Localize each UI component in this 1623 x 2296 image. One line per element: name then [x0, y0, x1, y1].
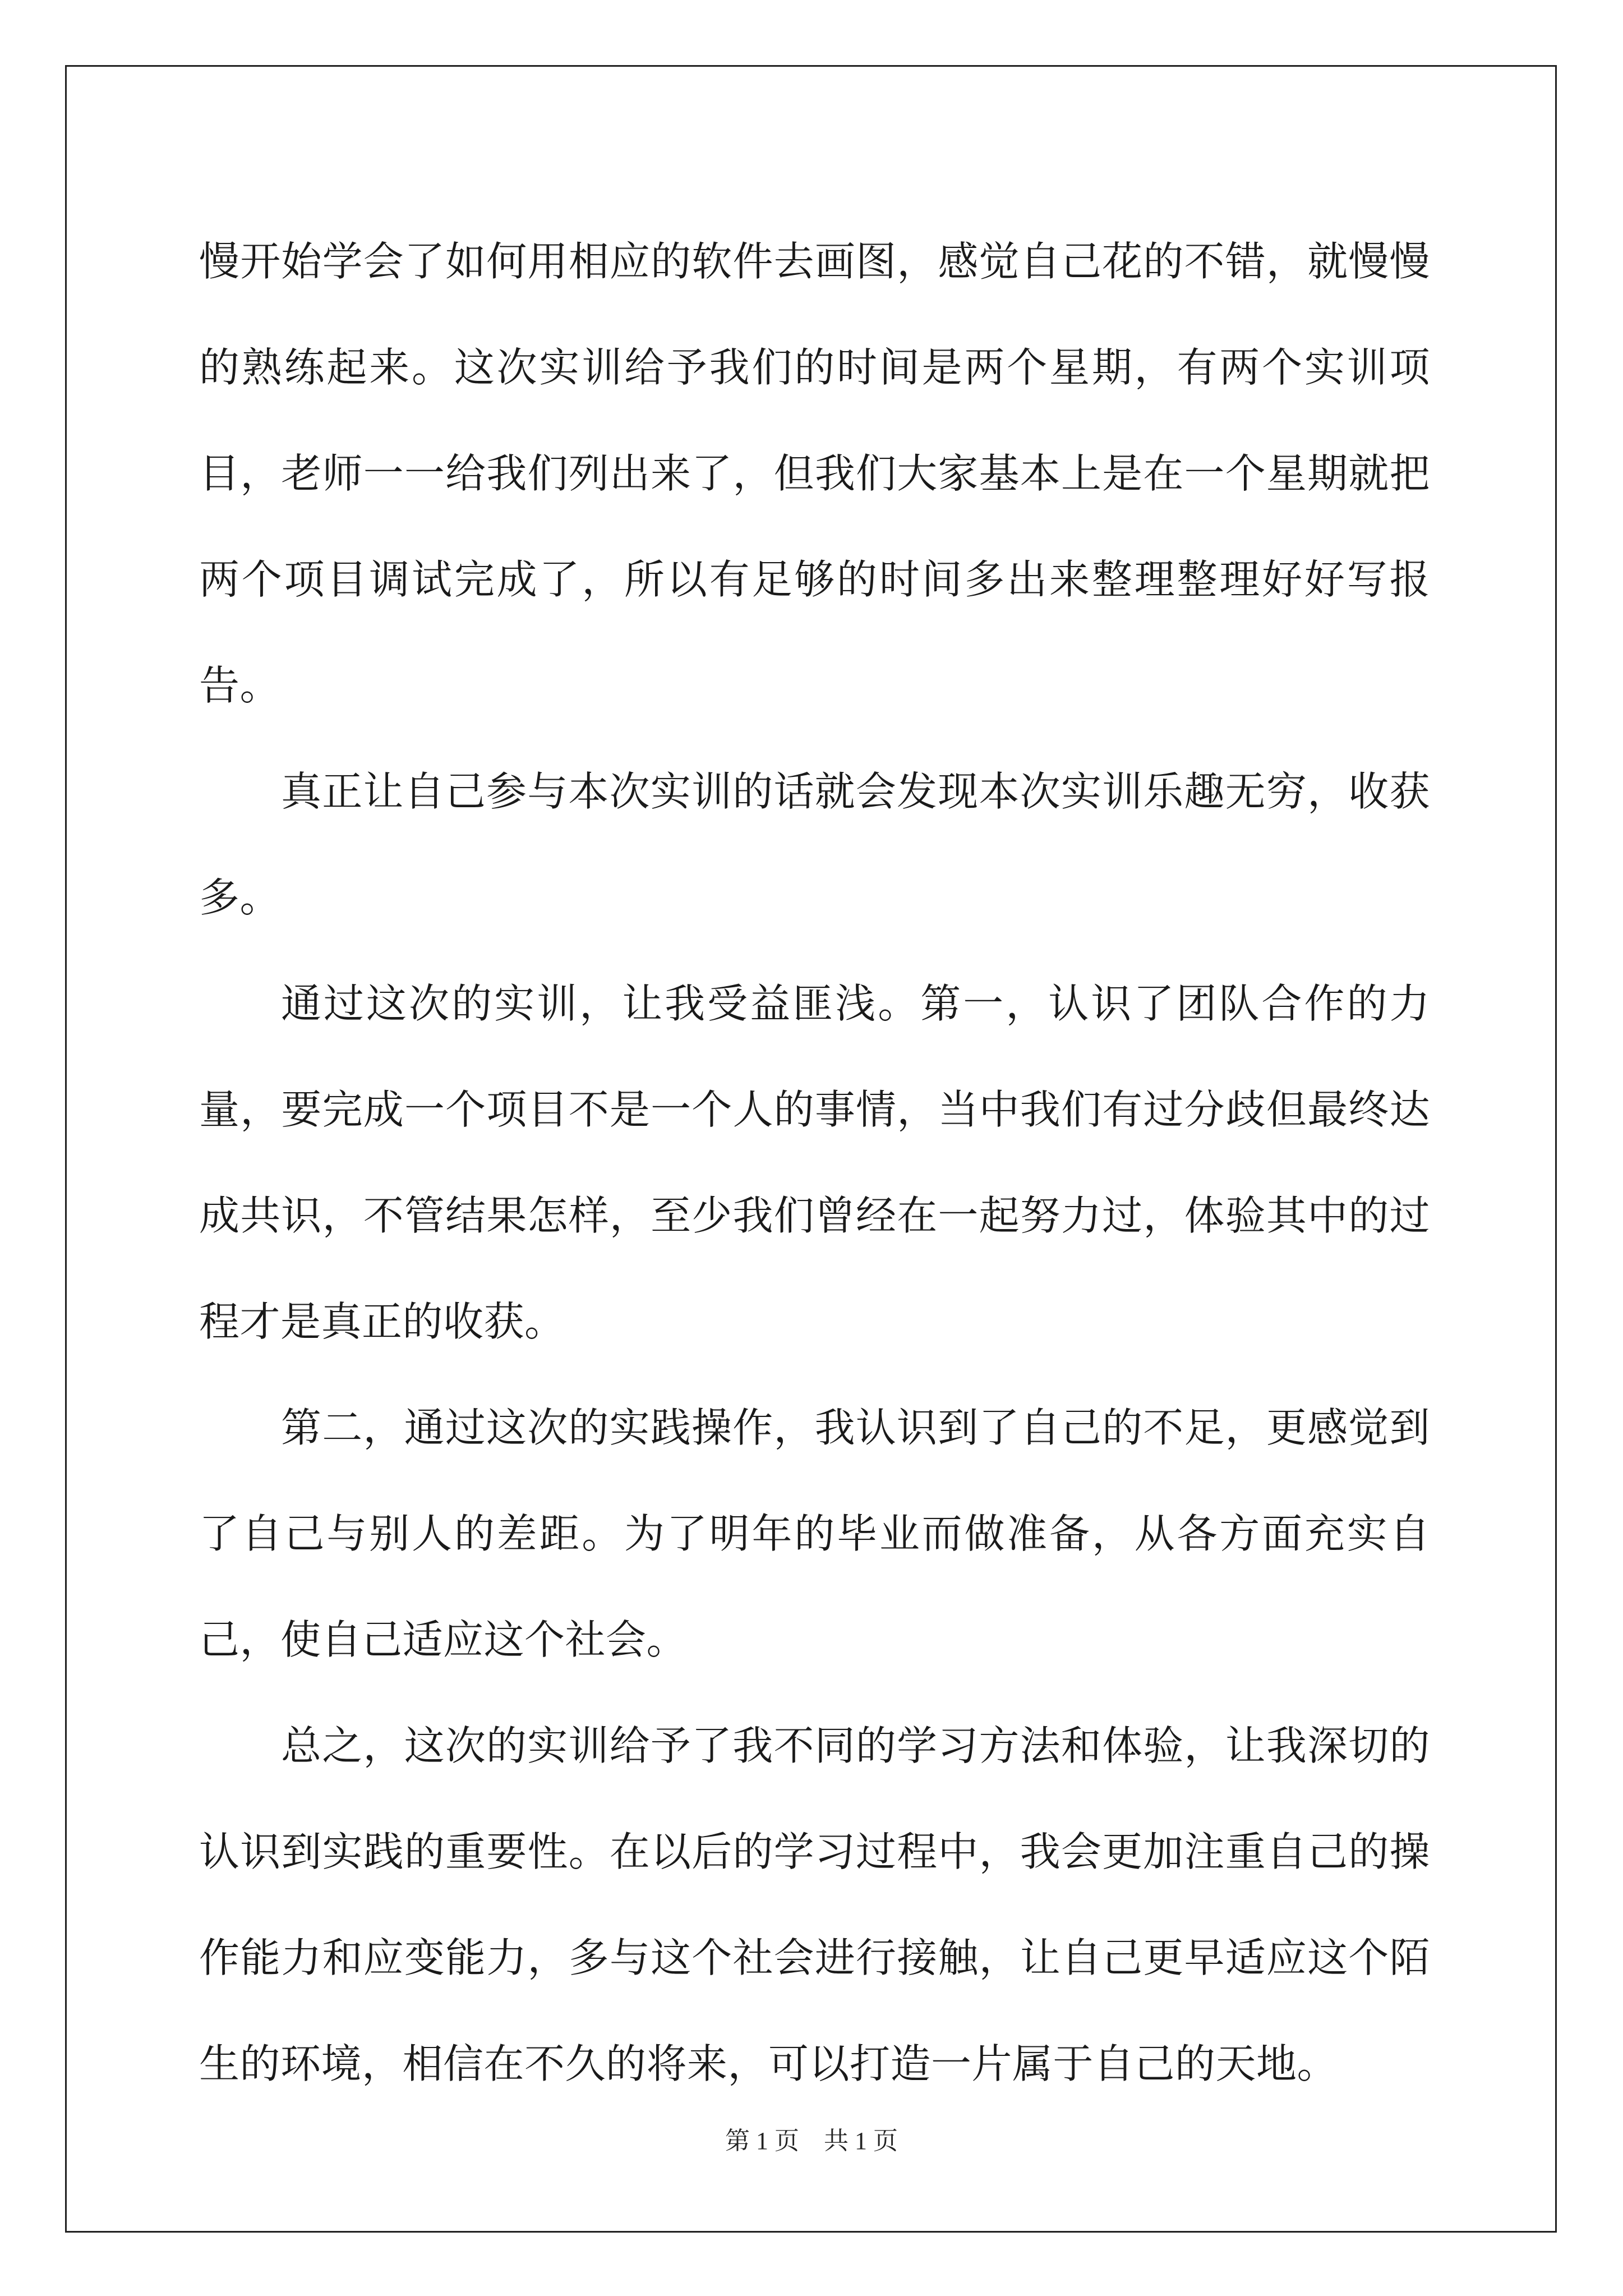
- paragraph-2: 真正让自己参与本次实训的话就会发现本次实训乐趣无穷，收获多。: [199, 768, 1430, 921]
- paragraph-5: 总之，这次的实训给予了我不同的学习方法和体验，让我深切的认识到实践的重要性。在以后的学习过程中，我会更加注重自己的操作能力和应变能力，多与这个社会进行接触，让自己更早适应这个陌生的环境，相信在不久的将来，可以打造一片属于自己的天地。: [199, 1722, 1430, 2087]
- page-number: 第 1 页: [725, 2127, 799, 2155]
- page-footer: [0, 2120, 1623, 2156]
- paragraph-4: 第二，通过这次的实践操作，我认识到了自己的不足，更感觉到了自己与别人的差距。为了明年的毕业而做准备，从各方面充实自己，使自己适应这个社会。: [199, 1404, 1430, 1663]
- document-body: [199, 209, 1430, 2117]
- paragraph-3: 通过这次的实训，让我受益匪浅。第一，认识了团队合作的力量，要完成一个项目不是一个人的事情，当中我们有过分歧但最终达成共识，不管结果怎样，至少我们曾经在一起努力过，体验其中的过程才是真正的收获。: [199, 980, 1430, 1345]
- paragraph-1: 慢开始学会了如何用相应的软件去画图，感觉自己花的不错，就慢慢的熟练起来。这次实训给予我们的时间是两个星期，有两个实训项目，老师一一给我们列出来了，但我们大家基本上是在一个星期就把两个项目调试完成了，所以有足够的时间多出来整理整理好好写报告。: [199, 238, 1430, 709]
- page-total: 共 1 页: [824, 2127, 898, 2155]
